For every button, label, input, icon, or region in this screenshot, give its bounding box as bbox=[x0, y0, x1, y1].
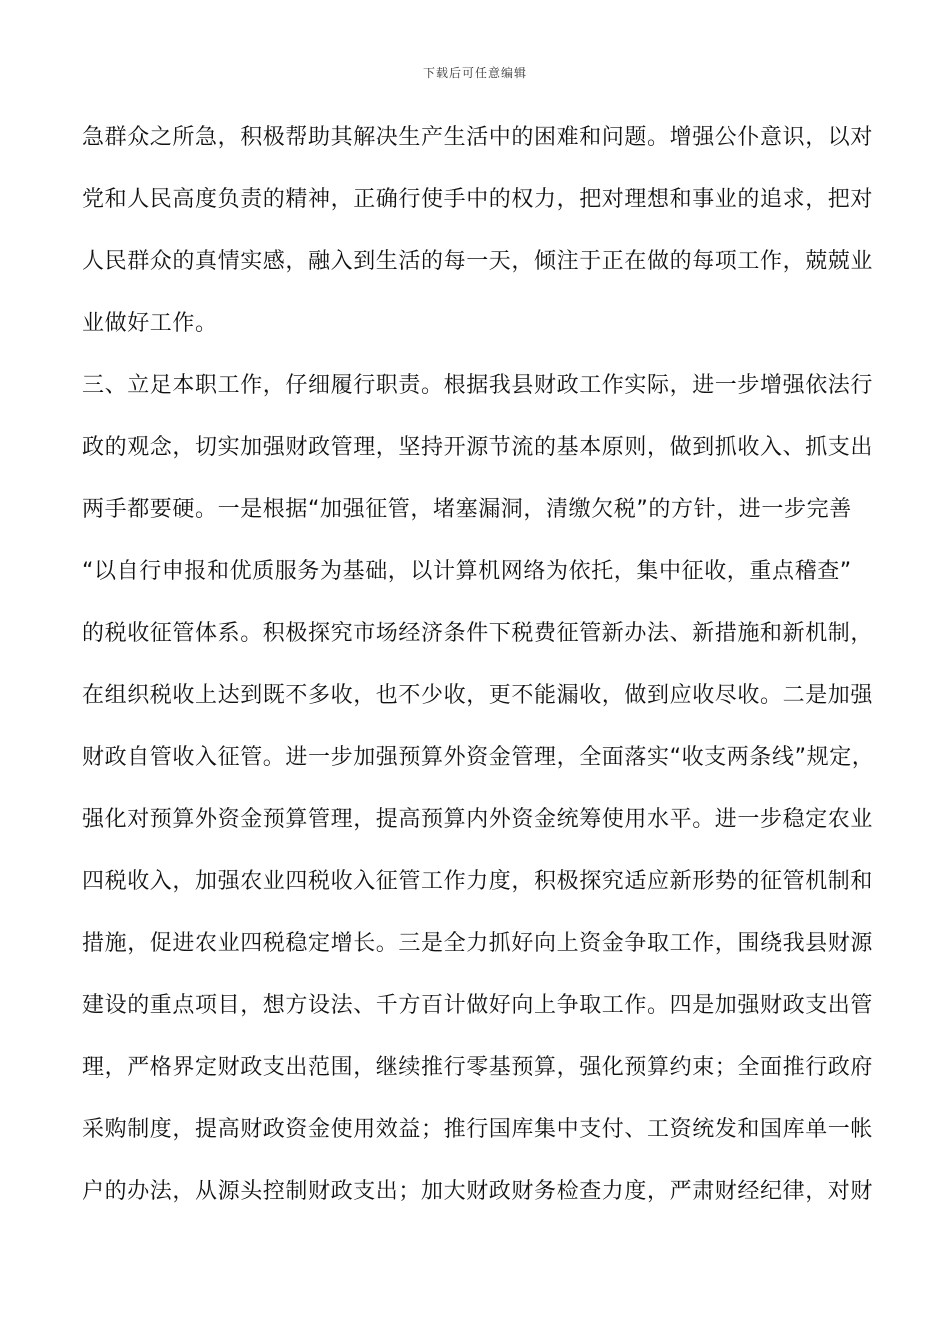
text-line: 急群众之所急，积极帮助其解决生产生活中的困难和问题。增强公仆意识，以对 bbox=[82, 125, 874, 150]
body-text bbox=[82, 115, 882, 1231]
page-header-caption: 下载后可任意编辑 bbox=[422, 66, 527, 80]
text-line: 党和人民高度负责的精神，正确行使手中的权力，把对理想和事业的追求，把对 bbox=[82, 187, 874, 212]
text-line: 财政自管收入征管。进一步加强预算外资金管理，全面落实“收支两条线”规定， bbox=[82, 745, 875, 770]
text-line: 措施，促进农业四税稳定增长。三是全力抓好向上资金争取工作，围绕我县财源 bbox=[82, 931, 874, 956]
text-line: 户的办法，从源头控制财政支出；加大财政财务检查力度，严肃财经纪律，对财 bbox=[82, 1179, 874, 1204]
text-line: 的税收征管体系。积极探究市场经济条件下税费征管新办法、新措施和新机制， bbox=[82, 621, 874, 646]
text-line: 四税收入，加强农业四税收入征管工作力度，积极探究适应新形势的征管机制和 bbox=[82, 869, 874, 894]
text-line: 建设的重点项目，想方设法、千方百计做好向上争取工作。四是加强财政支出管 bbox=[82, 993, 874, 1018]
text-line: 两手都要硬。一是根据“加强征管，堵塞漏洞，清缴欠税”的方针，进一步完善 bbox=[82, 497, 852, 522]
text-line: 强化对预算外资金预算管理，提高预算内外资金统筹使用水平。进一步稳定农业 bbox=[82, 807, 874, 832]
text-line: 政的观念，切实加强财政管理，坚持开源节流的基本原则，做到抓收入、抓支出 bbox=[82, 435, 874, 460]
text-line: 在组织税收上达到既不多收，也不少收，更不能漏收，做到应收尽收。二是加强 bbox=[82, 683, 874, 708]
text-line: 业做好工作。 bbox=[82, 311, 218, 336]
text-line: “以自行申报和优质服务为基础，以计算机网络为依托，集中征收，重点稽查” bbox=[82, 559, 852, 584]
text-line: 采购制度，提高财政资金使用效益；推行国库集中支付、工资统发和国库单一帐 bbox=[82, 1117, 874, 1142]
text-line: 人民群众的真情实感，融入到生活的每一天，倾注于正在做的每项工作，兢兢业 bbox=[82, 249, 874, 274]
text-line: 理，严格界定财政支出范围，继续推行零基预算，强化预算约束；全面推行政府 bbox=[82, 1055, 874, 1080]
text-line: 三、立足本职工作，仔细履行职责。根据我县财政工作实际，进一步增强依法行 bbox=[82, 373, 874, 398]
